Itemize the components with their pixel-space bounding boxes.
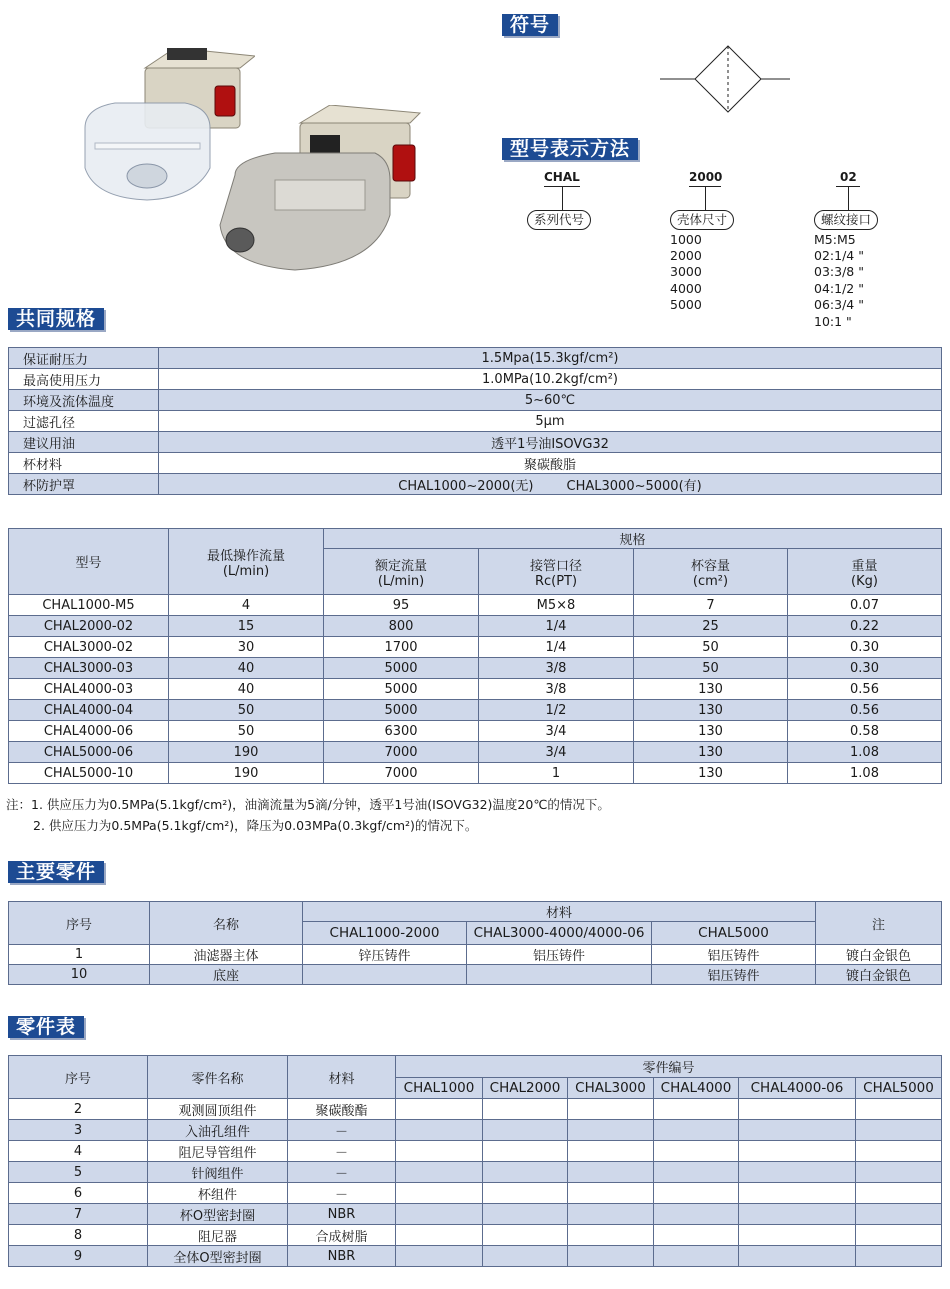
table-cell — [483, 1225, 568, 1246]
table-cell: CHAL4000-04 — [9, 700, 169, 721]
section-title-common-spec: 共同规格 — [8, 308, 104, 330]
table-cell: － — [288, 1183, 396, 1204]
spec-label: 最高使用压力 — [9, 369, 159, 390]
spec-value: 5μm — [159, 411, 942, 432]
header-rated-flow — [324, 549, 479, 595]
table-row — [9, 658, 942, 679]
table-cell: 9 — [9, 1246, 148, 1267]
spec-label: 过滤孔径 — [9, 411, 159, 432]
table-row — [9, 348, 942, 369]
table-cell: 6300 — [324, 721, 479, 742]
size-option: 3000 — [670, 264, 702, 279]
table-cell: 合成树脂 — [288, 1225, 396, 1246]
table-cell: 入油孔组件 — [148, 1120, 288, 1141]
product-photo-metal-bowl — [215, 105, 425, 275]
table-cell — [396, 1099, 483, 1120]
table-cell — [568, 1246, 654, 1267]
table-cell — [739, 1120, 856, 1141]
section-title-main-parts: 主要零件 — [8, 861, 104, 883]
table-row — [9, 616, 942, 637]
table-cell — [483, 1246, 568, 1267]
table-row — [9, 1162, 942, 1183]
table-cell: 7000 — [324, 763, 479, 784]
table-cell: 6 — [9, 1183, 148, 1204]
flow-spec-table — [8, 528, 942, 784]
header-model: CHAL3000 — [568, 1078, 654, 1099]
series-label: 系列代号 — [527, 210, 591, 230]
table-cell — [568, 1162, 654, 1183]
table-cell: 1/2 — [479, 700, 634, 721]
table-cell — [483, 1183, 568, 1204]
table-cell: － — [288, 1141, 396, 1162]
header-rated-line2: (L/min) — [377, 573, 425, 589]
table-cell: 30 — [169, 637, 324, 658]
table-cell — [568, 1225, 654, 1246]
table-row — [9, 453, 942, 474]
table-cell: 5 — [9, 1162, 148, 1183]
table-cell — [396, 1183, 483, 1204]
size-code: 2000 — [689, 170, 723, 184]
header-model: 型号 — [9, 529, 169, 595]
table-cell: 0.07 — [788, 595, 942, 616]
table-cell: 1 — [9, 945, 150, 965]
table-cell: 7 — [634, 595, 788, 616]
table-cell: CHAL4000-06 — [9, 721, 169, 742]
table-row — [9, 1141, 942, 1162]
header-material-col2: CHAL3000-4000/4000-06 — [467, 922, 652, 945]
table-cell: 油滤器主体 — [150, 945, 303, 965]
table-cell — [739, 1141, 856, 1162]
section-title-model-code: 型号表示方法 — [502, 138, 638, 160]
table-row — [9, 721, 942, 742]
table-cell: 4 — [9, 1141, 148, 1162]
table-cell: M5×8 — [479, 595, 634, 616]
table-cell: 0.22 — [788, 616, 942, 637]
table-cell: 5000 — [324, 679, 479, 700]
table-cell: NBR — [288, 1246, 396, 1267]
table-row — [9, 742, 942, 763]
table-cell — [483, 1120, 568, 1141]
table-row — [9, 700, 942, 721]
table-cell: 针阀组件 — [148, 1162, 288, 1183]
table-cell — [568, 1204, 654, 1225]
header-min-flow — [169, 529, 324, 595]
table-cell — [654, 1204, 739, 1225]
table-row — [9, 474, 942, 495]
table-cell: 镀白金银色 — [816, 945, 942, 965]
table-cell — [396, 1120, 483, 1141]
table-row — [9, 1246, 942, 1267]
table-cell: 3 — [9, 1120, 148, 1141]
table-cell: 5000 — [324, 700, 479, 721]
filter-symbol-diagram — [655, 42, 795, 118]
header-min-flow-line1: 最低操作流量 — [206, 548, 285, 564]
table-cell: 铝压铸件 — [467, 945, 652, 965]
table-cell — [654, 1225, 739, 1246]
table-cell: CHAL5000-10 — [9, 763, 169, 784]
port-option: 10:1 " — [814, 314, 852, 329]
header-material-col3: CHAL5000 — [652, 922, 816, 945]
table-row — [9, 763, 942, 784]
table-cell — [856, 1162, 942, 1183]
table-cell — [654, 1246, 739, 1267]
table-row — [9, 1225, 942, 1246]
header-port-line2: Rc(PT) — [534, 573, 578, 589]
table-cell: － — [288, 1162, 396, 1183]
section-title-symbol: 符号 — [502, 14, 558, 36]
table-cell: 130 — [634, 742, 788, 763]
table-cell: CHAL4000-03 — [9, 679, 169, 700]
table-cell: CHAL5000-06 — [9, 742, 169, 763]
table-cell: 杯O型密封圈 — [148, 1204, 288, 1225]
table-cell: NBR — [288, 1204, 396, 1225]
spec-label: 环境及流体温度 — [9, 390, 159, 411]
port-option: 03:3/8 " — [814, 264, 864, 279]
table-cell — [856, 1246, 942, 1267]
spec-label: 保证耐压力 — [9, 348, 159, 369]
size-label: 壳体尺寸 — [670, 210, 734, 230]
header-note: 注 — [816, 902, 942, 945]
header-material: 材料 — [303, 902, 816, 922]
port-option: 02:1/4 " — [814, 248, 864, 263]
table-cell — [396, 1162, 483, 1183]
parts-list-table — [8, 1055, 942, 1267]
header-weight-line1: 重量 — [851, 558, 878, 574]
table-cell: 50 — [634, 637, 788, 658]
table-cell — [568, 1141, 654, 1162]
table-row — [9, 369, 942, 390]
table-cell: 0.58 — [788, 721, 942, 742]
table-cell — [856, 1141, 942, 1162]
spec-value: 1.5Mpa(15.3kgf/cm²) — [159, 348, 942, 369]
table-cell: 0.56 — [788, 679, 942, 700]
table-cell: 190 — [169, 742, 324, 763]
header-rated-line1: 额定流量 — [374, 558, 427, 574]
table-cell: 95 — [324, 595, 479, 616]
table-cell: CHAL2000-02 — [9, 616, 169, 637]
port-code: 02 — [840, 170, 857, 184]
table-cell: 3/8 — [479, 658, 634, 679]
table-cell: 0.30 — [788, 658, 942, 679]
size-option: 2000 — [670, 248, 702, 263]
header-weight — [788, 549, 942, 595]
table-cell: 8 — [9, 1225, 148, 1246]
table-cell — [568, 1120, 654, 1141]
table-cell — [856, 1183, 942, 1204]
table-cell — [856, 1099, 942, 1120]
table-cell: 50 — [634, 658, 788, 679]
header-model: CHAL2000 — [483, 1078, 568, 1099]
table-cell: 25 — [634, 616, 788, 637]
table-cell: 杯组件 — [148, 1183, 288, 1204]
header-part-number: 零件编号 — [396, 1056, 942, 1078]
spec-value: 透平1号油ISOVG32 — [159, 432, 942, 453]
table-cell — [654, 1141, 739, 1162]
table-cell: 1 — [479, 763, 634, 784]
table-cell: 40 — [169, 679, 324, 700]
table-cell — [568, 1099, 654, 1120]
table-cell — [396, 1246, 483, 1267]
table-cell: 1.08 — [788, 763, 942, 784]
table-cell — [654, 1162, 739, 1183]
header-min-flow-line2: (L/min) — [222, 563, 270, 579]
table-cell — [739, 1246, 856, 1267]
table-cell — [739, 1225, 856, 1246]
table-cell — [856, 1204, 942, 1225]
table-cell: 50 — [169, 700, 324, 721]
table-cell: 观测圆顶组件 — [148, 1099, 288, 1120]
footnote-2: 2. 供应压力为0.5MPa(5.1kgf/cm²)，降压为0.03MPa(0.3kgf/cm²)的情况下。 — [33, 818, 478, 833]
spec-value: 1.0MPa(10.2kgf/cm²) — [159, 369, 942, 390]
size-option: 1000 — [670, 232, 702, 247]
header-model: CHAL4000 — [654, 1078, 739, 1099]
table-cell: 0.56 — [788, 700, 942, 721]
table-cell: 3/8 — [479, 679, 634, 700]
table-cell — [856, 1120, 942, 1141]
table-cell: 7000 — [324, 742, 479, 763]
table-cell: CHAL3000-03 — [9, 658, 169, 679]
spec-value: CHAL1000~2000(无) CHAL3000~5000(有) — [159, 474, 942, 495]
main-parts-table — [8, 901, 942, 985]
table-cell: CHAL1000-M5 — [9, 595, 169, 616]
table-cell — [483, 1162, 568, 1183]
table-cell — [654, 1099, 739, 1120]
table-cell: 1.08 — [788, 742, 942, 763]
table-row — [9, 679, 942, 700]
table-cell — [739, 1183, 856, 1204]
table-cell — [654, 1120, 739, 1141]
size-connector — [705, 187, 706, 210]
table-cell: － — [288, 1120, 396, 1141]
table-cell: 1/4 — [479, 616, 634, 637]
header-model: CHAL5000 — [856, 1078, 942, 1099]
table-cell — [739, 1162, 856, 1183]
table-cell: 阻尼器 — [148, 1225, 288, 1246]
port-option: 06:3/4 " — [814, 297, 864, 312]
header-material-col1: CHAL1000-2000 — [303, 922, 467, 945]
table-cell: 锌压铸件 — [303, 945, 467, 965]
table-row — [9, 637, 942, 658]
header-spec: 规格 — [324, 529, 942, 549]
port-option: 04:1/2 " — [814, 281, 864, 296]
header-weight-line2: (Kg) — [851, 573, 878, 589]
table-cell: 130 — [634, 679, 788, 700]
table-cell: 3/4 — [479, 721, 634, 742]
table-row — [9, 595, 942, 616]
spec-value: 聚碳酸脂 — [159, 453, 942, 474]
table-cell: 130 — [634, 721, 788, 742]
table-cell — [396, 1225, 483, 1246]
size-option: 5000 — [670, 297, 702, 312]
table-row — [9, 965, 942, 985]
table-cell: 50 — [169, 721, 324, 742]
table-cell: 130 — [634, 700, 788, 721]
table-row — [9, 390, 942, 411]
table-cell — [303, 965, 467, 985]
common-spec-table — [8, 347, 942, 495]
table-cell: 800 — [324, 616, 479, 637]
table-cell: 10 — [9, 965, 150, 985]
table-cell — [483, 1099, 568, 1120]
table-cell: 40 — [169, 658, 324, 679]
table-cell — [396, 1141, 483, 1162]
header-cup-line2: (cm²) — [692, 573, 729, 589]
table-cell: 1700 — [324, 637, 479, 658]
table-cell — [467, 965, 652, 985]
size-option: 4000 — [670, 281, 702, 296]
table-row — [9, 411, 942, 432]
footnote-1: 注：1. 供应压力为0.5MPa(5.1kgf/cm²)，油滴流量为5滴/分钟，透平1号油(ISOVG32)温度20℃的情况下。 — [6, 797, 610, 812]
table-cell — [654, 1183, 739, 1204]
header-cup — [634, 549, 788, 595]
table-cell: 0.30 — [788, 637, 942, 658]
table-cell: 全体O型密封圈 — [148, 1246, 288, 1267]
header-model: CHAL4000-06 — [739, 1078, 856, 1099]
table-cell: 7 — [9, 1204, 148, 1225]
table-cell: 2 — [9, 1099, 148, 1120]
table-cell — [396, 1204, 483, 1225]
header-port — [479, 549, 634, 595]
table-cell: 3/4 — [479, 742, 634, 763]
header-model: CHAL1000 — [396, 1078, 483, 1099]
table-cell: 阻尼导管组件 — [148, 1141, 288, 1162]
table-cell: 15 — [169, 616, 324, 637]
section-title-parts-list: 零件表 — [8, 1016, 84, 1038]
header-no: 序号 — [9, 902, 150, 945]
table-cell: 底座 — [150, 965, 303, 985]
table-cell: 铝压铸件 — [652, 945, 816, 965]
spec-value: 5~60℃ — [159, 390, 942, 411]
header-cup-line1: 杯容量 — [690, 558, 730, 574]
table-row — [9, 432, 942, 453]
table-row — [9, 1183, 942, 1204]
port-option: M5:M5 — [814, 232, 856, 247]
table-cell: 镀白金银色 — [816, 965, 942, 985]
spec-label: 建议用油 — [9, 432, 159, 453]
table-cell — [856, 1225, 942, 1246]
table-cell — [739, 1204, 856, 1225]
series-connector — [562, 187, 563, 210]
table-cell — [568, 1183, 654, 1204]
header-no: 序号 — [9, 1056, 148, 1099]
table-cell — [483, 1141, 568, 1162]
table-cell: 190 — [169, 763, 324, 784]
port-label: 螺纹接口 — [814, 210, 878, 230]
table-cell — [483, 1204, 568, 1225]
table-row — [9, 1204, 942, 1225]
spec-label: 杯防护罩 — [9, 474, 159, 495]
port-connector — [848, 187, 849, 210]
spec-label: 杯材料 — [9, 453, 159, 474]
table-cell: 4 — [169, 595, 324, 616]
table-cell: 1/4 — [479, 637, 634, 658]
header-part-name: 零件名称 — [148, 1056, 288, 1099]
header-port-line1: 接管口径 — [529, 558, 582, 574]
table-cell — [739, 1099, 856, 1120]
table-cell: 铝压铸件 — [652, 965, 816, 985]
table-cell: 聚碳酸酯 — [288, 1099, 396, 1120]
table-cell: CHAL3000-02 — [9, 637, 169, 658]
header-material: 材料 — [288, 1056, 396, 1099]
table-row — [9, 945, 942, 965]
table-row — [9, 1099, 942, 1120]
table-row — [9, 1120, 942, 1141]
table-cell: 130 — [634, 763, 788, 784]
header-name: 名称 — [150, 902, 303, 945]
series-code: CHAL — [544, 170, 580, 184]
table-cell: 5000 — [324, 658, 479, 679]
